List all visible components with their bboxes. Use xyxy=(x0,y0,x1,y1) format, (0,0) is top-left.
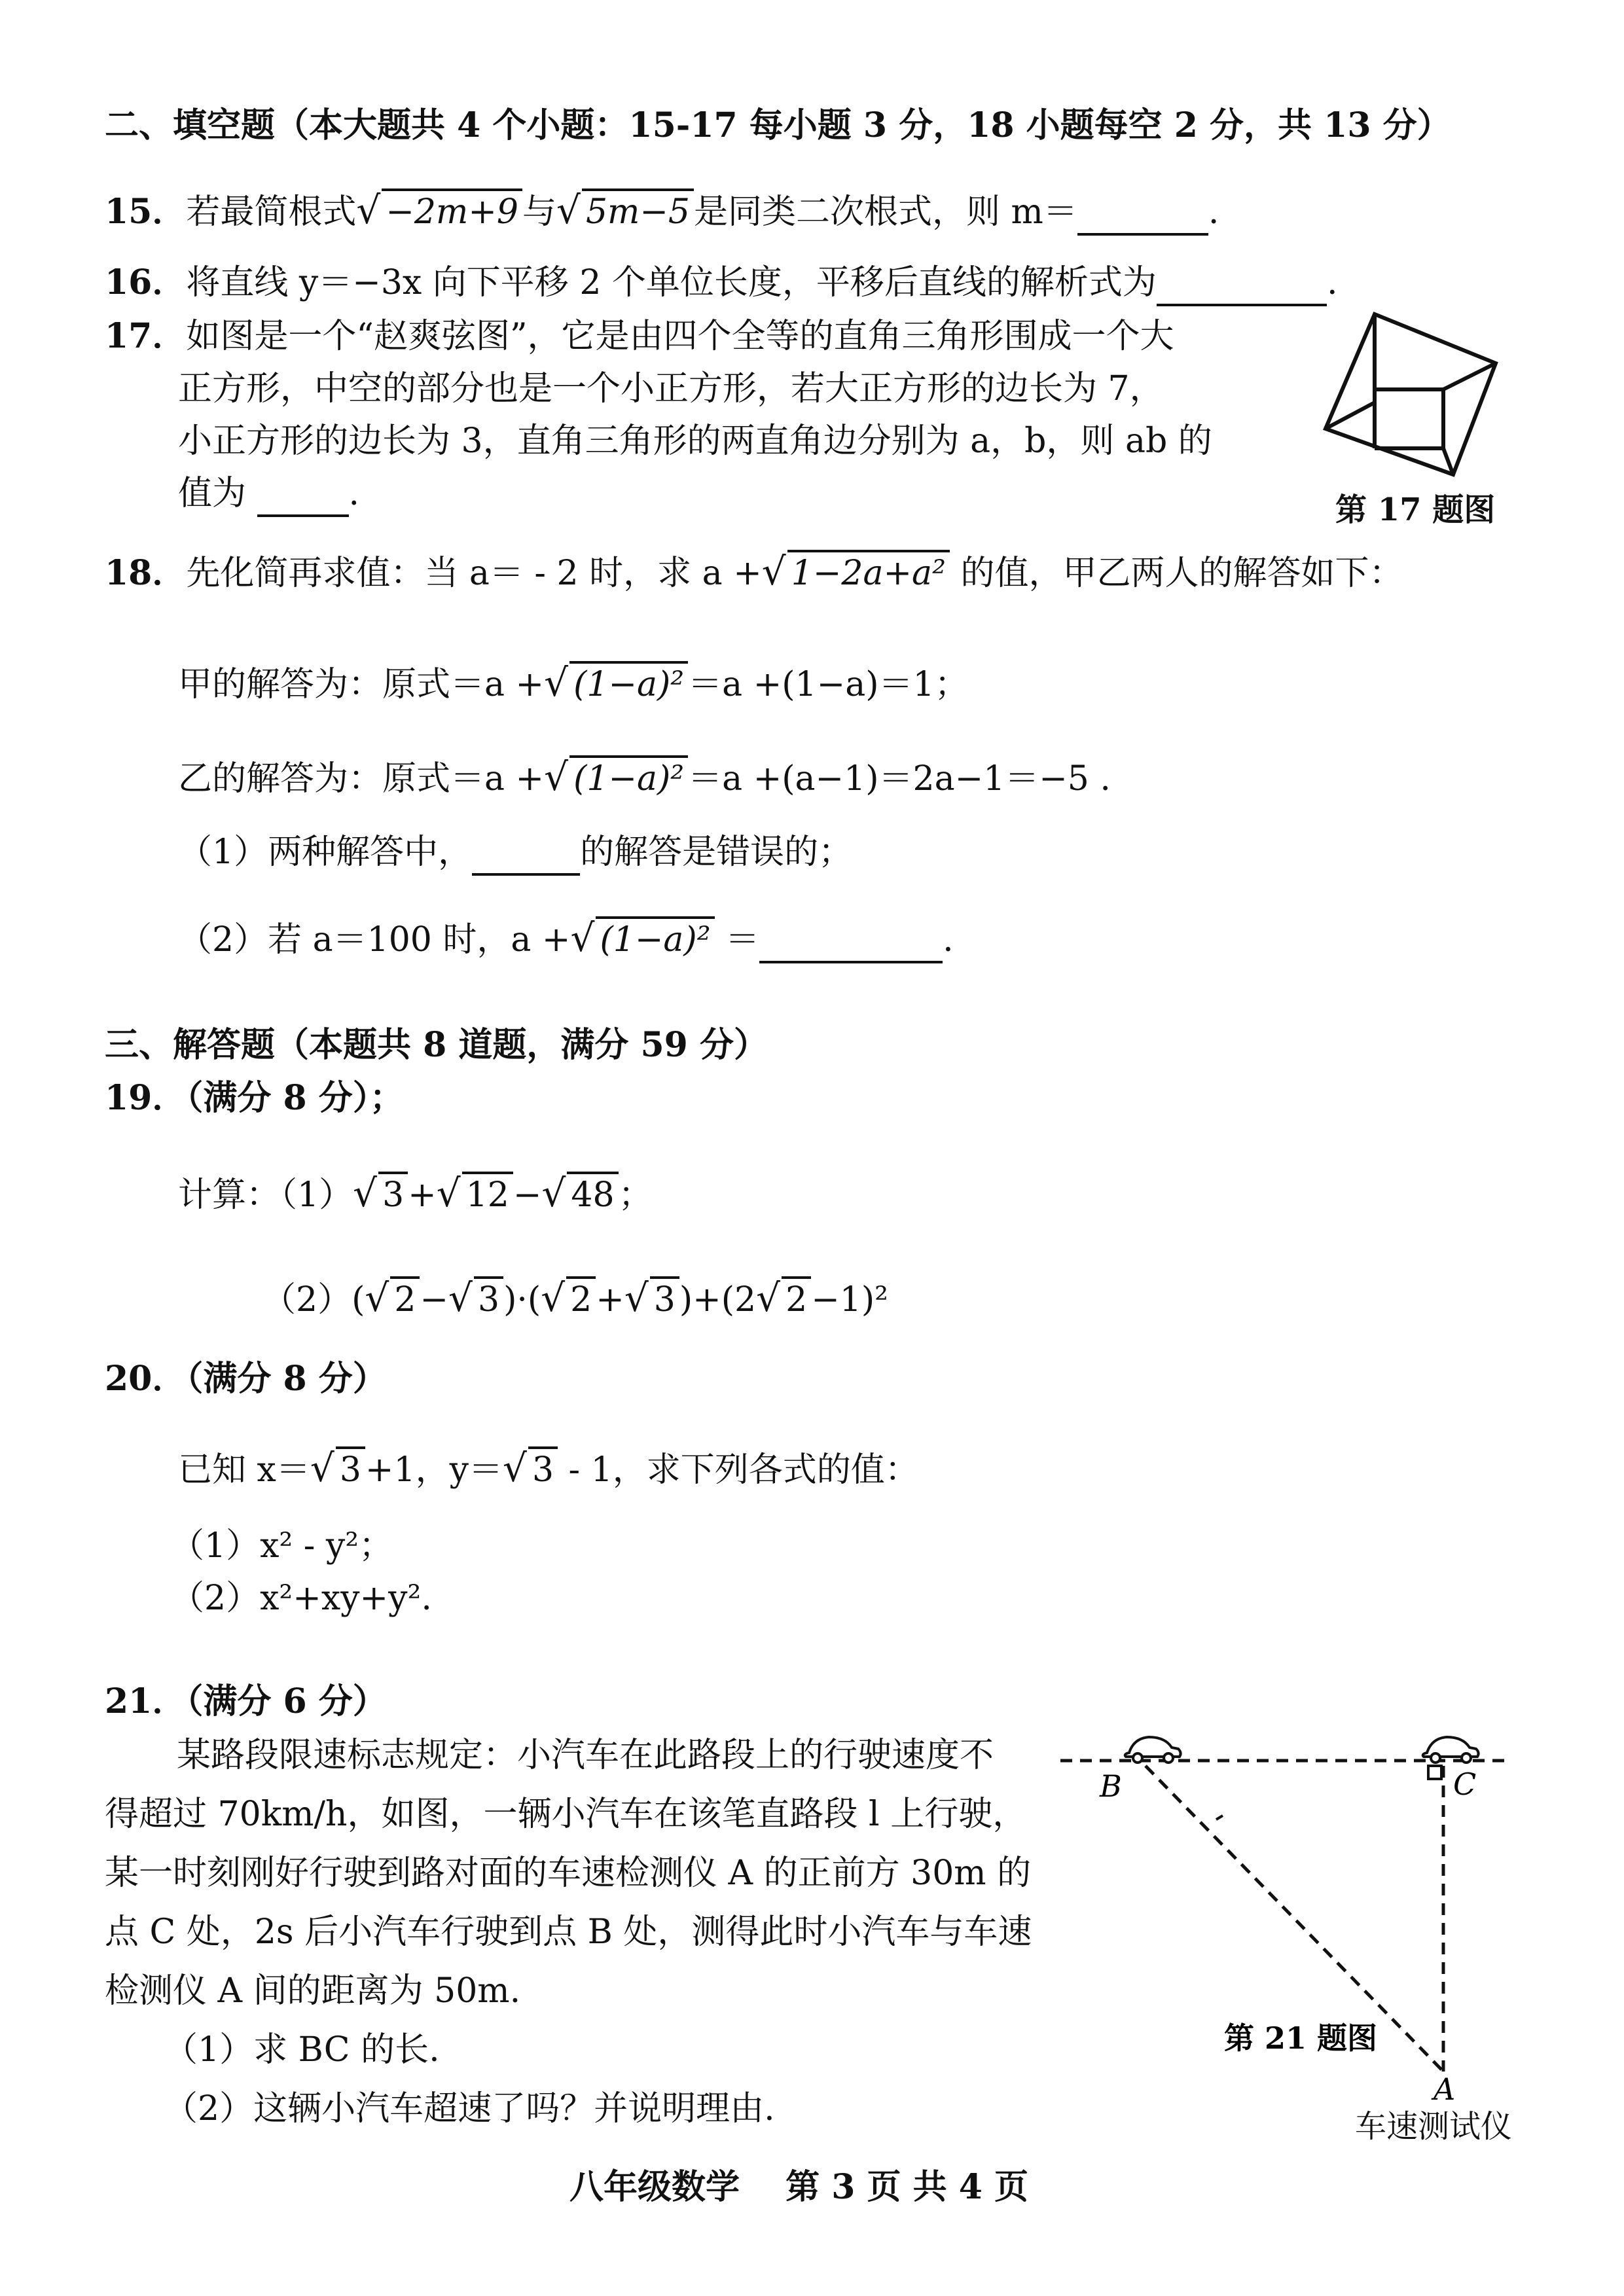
question-20-part2: （2）x²+xy+y². xyxy=(170,1579,432,1618)
figure-17-caption: 第 17 题图 xyxy=(1335,492,1496,528)
question-18-part1: （1）两种解答中， 的解答是错误的； xyxy=(178,831,852,876)
car-icon-b xyxy=(1125,1737,1181,1763)
question-17-line4: 值为 . xyxy=(178,473,359,517)
label-b: B xyxy=(1100,1768,1122,1804)
question-19-heading: 19．（满分 8 分）； xyxy=(105,1078,404,1118)
answer-blank xyxy=(1077,191,1208,236)
question-21-part1: （1）求 BC 的长. xyxy=(164,2030,440,2070)
answer-blank xyxy=(472,831,580,876)
speed-check-diagram xyxy=(1060,1715,1545,2121)
zhao-shuang-diagram xyxy=(1312,308,1502,484)
question-21-part2: （2）这辆小汽车超速了吗？并说明理由. xyxy=(164,2089,775,2128)
yi-solution: 乙的解答为：原式＝a +√ (1−a)² ＝a +(a−1)＝2a−1＝−5 . xyxy=(178,755,1111,799)
radicand: −2m+9 xyxy=(382,188,522,233)
question-19-part1: 计算：（1）√ 3 +√ 12 −√ 48 ； xyxy=(178,1171,653,1215)
question-18: 18．先化简再求值：当 a＝ - 2 时，求 a +√ 1−2a+a² 的值，甲乙两人的解答如下： xyxy=(105,549,1403,594)
question-21-heading: 21．（满分 6 分） xyxy=(105,1681,387,1721)
right-angle-mark xyxy=(1428,1766,1441,1779)
page-footer: 八年级数学 第 3 页 共 4 页 xyxy=(569,2167,1028,2207)
question-17-line2: 正方形，中空的部分也是一个小正方形，若大正方形的边长为 7， xyxy=(178,369,1164,408)
label-c: C xyxy=(1453,1767,1477,1802)
question-17-line3: 小正方形的边长为 3，直角三角形的两直角边分别为 a，b，则 ab 的 xyxy=(178,422,1212,461)
question-number: 15． xyxy=(105,192,187,232)
answer-blank xyxy=(257,473,349,517)
question-21-line4: 点 C 处，2s 后小汽车行驶到点 B 处，测得此时小汽车与车速 xyxy=(105,1912,1032,1952)
angle-tick xyxy=(1216,1816,1223,1820)
question-21-line3: 某一时刻刚好行驶到路对面的车速检测仪 A 的正前方 30m 的 xyxy=(105,1854,1032,1893)
question-19-part2: （2）(√ 2 −√ 3 )·(√ 2 +√ 3 )+(2√ 2 −1)² xyxy=(262,1276,888,1320)
question-17: 17．如图是一个“赵爽弦图”，它是由四个全等的直角三角形围成一个大 xyxy=(105,316,1174,356)
question-15: 15．若最简根式√ −2m+9 与√ 5m−5 是同类二次根式，则 m＝ . xyxy=(105,188,1219,236)
answer-blank xyxy=(1157,262,1327,306)
question-20-part1: （1）x² - y²； xyxy=(170,1526,393,1566)
question-21-line1: 某路段限速标志规定：小汽车在此路段上的行驶速度不 xyxy=(177,1736,994,1775)
car-icon-c xyxy=(1423,1737,1479,1763)
device-label: 车速测试仪 xyxy=(1355,2108,1513,2145)
question-20-heading: 20．（满分 8 分） xyxy=(105,1359,387,1399)
question-21-line2: 得超过 70km/h，如图，一辆小汽车在该笔直路段 l 上行驶， xyxy=(105,1795,1027,1834)
label-a: A xyxy=(1434,2072,1456,2107)
radicand: 5m−5 xyxy=(582,188,694,233)
question-20-given: 已知 x＝√ 3 +1，y＝√ 3 - 1，求下列各式的值： xyxy=(178,1446,919,1490)
section-3-heading: 三、解答题（本题共 8 道题，满分 59 分） xyxy=(105,1025,768,1065)
figure-21-caption: 第 21 题图 xyxy=(1224,2020,1378,2056)
section-2-heading: 二、填空题（本大题共 4 个小题：15-17 每小题 3 分，18 小题每空 2 分，共 13 分） xyxy=(105,105,1451,145)
jia-solution: 甲的解答为：原式＝a +√ (1−a)² ＝a +(1−a)＝1； xyxy=(178,660,969,705)
question-21-line5: 检测仪 A 间的距离为 50m. xyxy=(105,1971,521,2011)
question-18-part2: （2）若 a＝100 时，a +√ (1−a)² ＝ . xyxy=(178,916,954,963)
question-16: 16．将直线 y＝−3x 向下平移 2 个单位长度，平移后直线的解析式为 . xyxy=(105,262,1337,306)
answer-blank xyxy=(759,919,943,963)
